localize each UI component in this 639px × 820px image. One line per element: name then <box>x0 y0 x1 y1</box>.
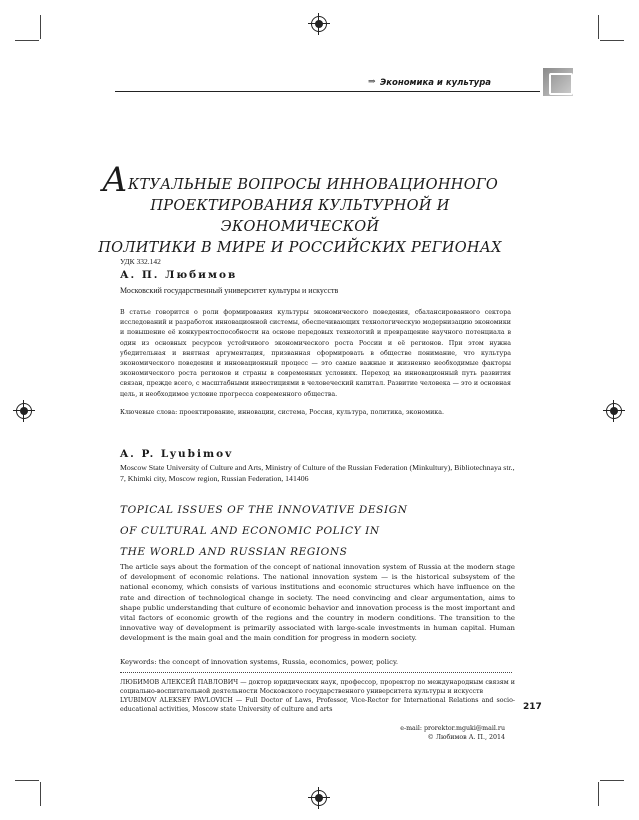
article-title-ru <box>90 160 510 259</box>
section-label: Экономика и культура <box>380 78 492 88</box>
crop-mark <box>40 782 41 806</box>
arrow-icon: ⇒ <box>368 77 376 87</box>
registration-mark-icon <box>311 16 327 32</box>
crop-mark <box>15 40 39 41</box>
crop-mark <box>15 780 39 781</box>
author-name-ru: А. П. Любимов <box>120 269 238 281</box>
author-email: e-mail: prorektor.mguki@mail.ru <box>400 725 505 732</box>
crop-mark <box>600 780 624 781</box>
article-title-en-line: OF CULTURAL AND ECONOMIC POLICY IN <box>120 525 380 537</box>
registration-mark-icon <box>311 790 327 806</box>
keywords-en: Keywords: the concept of innovation systems, Russia, economics, power, policy. <box>120 658 399 666</box>
registration-mark-icon <box>16 403 32 419</box>
udk-code: УДК 332.142 <box>120 257 161 266</box>
crop-mark <box>598 15 599 39</box>
crop-mark <box>600 40 624 41</box>
keywords-ru: Ключевые слова: проектирование, инновации, система, Россия, культура, политика, экономика. <box>120 409 445 416</box>
abstract-en: The article says about the formation of the concept of national innovation system of Russia at the modern stage of development of economic relations. The national innovation system — is the historical subsystem of the national economy, which consists of various institutions and economic structures which have influence on the rate and direction of technological change in society. The need convincing and clear argumentation, aims to shape public understanding that culture of economic behavior and innovation process is the most important and vital factors of economic growth of the regions and the country in modern conditions. The transition to the innovative way of development is primarily associated with large-scale investments in human capital. Human development is the main goal and the main condition for progress in modern society. <box>120 563 515 643</box>
affiliation-ru: Московский государственный университет культуры и искусств <box>120 286 339 295</box>
copyright: © Любимов А. П., 2014 <box>427 734 505 741</box>
header-divider <box>115 91 540 92</box>
footer-divider <box>120 672 512 673</box>
article-title-en-line: TOPICAL ISSUES OF THE INNOVATIVE DESIGN <box>120 504 408 516</box>
author-bio-en: LYUBIMOV ALEKSEY PAVLOVICH — Full Doctor of Laws, Professor, Vice-Rector for International Relations and socio-educational activities, Moscow state University of culture and arts <box>120 697 515 713</box>
crop-mark <box>598 782 599 806</box>
author-bio-ru: ЛЮБИМОВ АЛЕКСЕЙ ПАВЛОВИЧ — доктор юридических наук, профессор, проректор по международным связям и социально-воспитательной деятельности Московского государственного университета культуры и искусств <box>120 679 515 695</box>
title-line: КТУАЛЬНЫЕ ВОПРОСЫ ИННОВАЦИОННОГО <box>128 177 499 193</box>
journal-logo-icon <box>543 68 573 96</box>
abstract-ru: В статье говорится о роли формирования культуры экономического поведения, сбалансированного сектора исследований и разработок инновационной системы, обеспечивающих технологическую модернизацию экономики и повышение её конкурентоспособности на основе передовых технологий и превращение научного потенциала в один из основных ресурсов устойчивого экономического роста России и её регионов. При этом нужна убедительная и внятная аргументация, призванная сформировать в обществе понимание, что культура экономического поведения и инновационный процесс — это самые важные и жизненно необходимые факторы экономического роста регионов и страны в современных условиях. Переход на инновационный путь развития связан, прежде всего, с масштабными инвестициями в человеческий капитал. Развитие человека — это и основная цель, и необходимое условие прогресса современного общества. <box>120 309 511 398</box>
title-line: ПРОЕКТИРОВАНИЯ КУЛЬТУРНОЙ И ЭКОНОМИЧЕСКОЙ <box>150 198 450 235</box>
title-line: ПОЛИТИКИ В МИРЕ И РОССИЙСКИХ РЕГИОНАХ <box>98 240 502 256</box>
author-bio <box>120 678 515 714</box>
author-name-en: A. P. Lyubimov <box>120 448 234 460</box>
title-dropcap: А <box>101 160 128 200</box>
article-title-en-line: THE WORLD AND RUSSIAN REGIONS <box>120 546 348 558</box>
crop-mark <box>40 15 41 39</box>
affiliation-en: Moscow State University of Culture and Arts, Ministry of Culture of the Russian Federation (Minkultury), Bibliotechnaya str., 7, Khimki city, Moscow region, Russian Federation, 141406 <box>120 463 515 483</box>
page-number: 217 <box>523 702 542 712</box>
registration-mark-icon <box>606 403 622 419</box>
